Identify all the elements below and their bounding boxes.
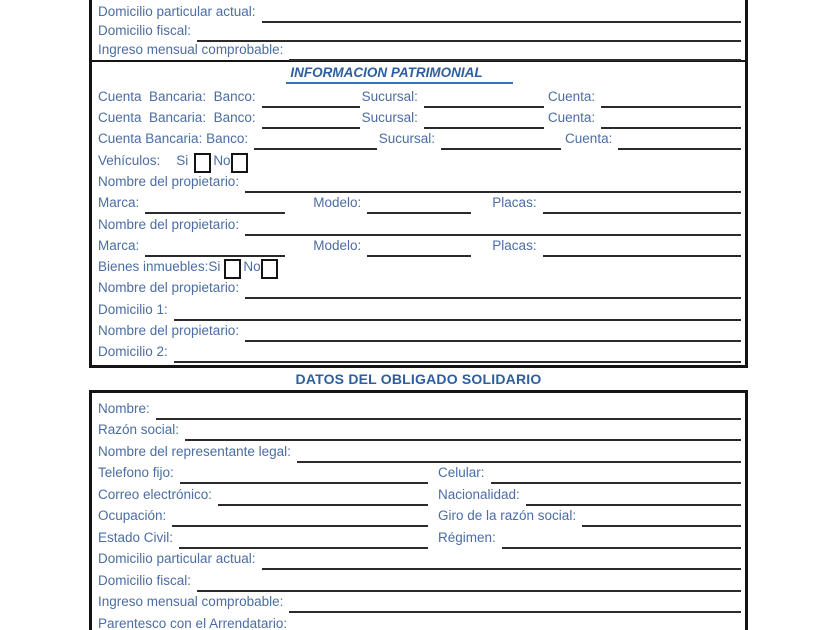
nombre-propietario-field[interactable] xyxy=(245,340,741,342)
form-row xyxy=(98,524,741,546)
ingreso-mensual-label: Ingreso mensual comprobable: xyxy=(98,42,284,57)
domicilio-1-field[interactable] xyxy=(174,319,741,321)
cuenta-bancaria-banco-label: Cuenta Bancaria: Banco: xyxy=(98,110,256,126)
domicilio-fiscal-label: Domicilio fiscal: xyxy=(98,23,192,38)
cuenta-label: Cuenta: xyxy=(547,110,596,126)
cuenta-bancaria-banco-label: Cuenta Bancaria: Banco: xyxy=(98,131,249,147)
form-row xyxy=(98,211,741,232)
bienes-inmuebles-row xyxy=(98,254,741,275)
form-row xyxy=(98,460,741,482)
marca-label: Marca: xyxy=(98,237,140,253)
razon-social-label: Razón social: xyxy=(98,422,180,437)
giro-razon-social-field[interactable] xyxy=(582,525,741,527)
nacionalidad-field[interactable] xyxy=(526,504,741,506)
domicilio-1-label: Domicilio 1: xyxy=(98,301,168,317)
regimen-field[interactable] xyxy=(502,547,741,549)
cuenta-bancaria-banco-label: Cuenta Bancaria: Banco: xyxy=(98,88,256,104)
celular-field[interactable] xyxy=(491,482,741,484)
telefono-fijo-field[interactable] xyxy=(180,482,428,484)
patrimonial-section-box xyxy=(89,0,748,368)
regimen-label: Régimen: xyxy=(438,529,496,545)
nombre-propietario-label: Nombre del propietario: xyxy=(98,173,240,189)
vehiculos-row xyxy=(98,147,741,168)
giro-razon-social-label: Giro de la razón social: xyxy=(438,508,577,523)
sucursal-label: Sucursal: xyxy=(361,110,418,126)
vehiculos-no-checkbox[interactable] xyxy=(231,153,248,173)
placas-field[interactable] xyxy=(543,255,741,257)
placas-label: Placas: xyxy=(492,195,537,211)
modelo-label: Modelo: xyxy=(313,195,362,211)
cuenta-field[interactable] xyxy=(618,148,741,150)
patrimonial-title-row xyxy=(98,62,741,84)
bienes-inmuebles-si-label: Bienes inmuebles:Si xyxy=(98,259,221,275)
nombre-field[interactable] xyxy=(156,418,741,420)
bank-account-row xyxy=(98,126,741,147)
nombre-propietario-label: Nombre del propietario: xyxy=(98,280,240,296)
banco-field[interactable] xyxy=(262,106,360,108)
domicilio-2-label: Domicilio 2: xyxy=(98,344,168,360)
cuenta-label: Cuenta: xyxy=(547,88,596,104)
form-row xyxy=(98,318,741,339)
form-row xyxy=(98,417,741,439)
obligado-solidario-section-title: DATOS DEL OBLIGADO SOLIDARIO xyxy=(295,371,542,387)
form-row xyxy=(98,438,741,460)
bienes-si-checkbox[interactable] xyxy=(224,259,241,279)
nombre-propietario-field[interactable] xyxy=(245,191,741,193)
form-row xyxy=(98,589,741,611)
estado-civil-field[interactable] xyxy=(179,547,428,549)
domicilio-particular-label: Domicilio particular actual: xyxy=(98,551,256,566)
vehicle-detail-row xyxy=(98,233,741,254)
ingreso-mensual-field[interactable] xyxy=(289,59,741,61)
banco-field[interactable] xyxy=(262,127,360,129)
form-row xyxy=(98,503,741,525)
form-row xyxy=(98,546,741,568)
domicilio-fiscal-field[interactable] xyxy=(197,590,741,592)
cuenta-field[interactable] xyxy=(601,127,741,129)
nombre-propietario-label: Nombre del propietario: xyxy=(98,323,240,339)
sucursal-label: Sucursal: xyxy=(361,88,418,104)
correo-electronico-label: Correo electrónico: xyxy=(98,486,213,502)
representante-legal-field[interactable] xyxy=(297,461,741,463)
no-label: No xyxy=(213,152,231,168)
nombre-propietario-field[interactable] xyxy=(245,297,741,299)
ocupacion-field[interactable] xyxy=(172,525,428,527)
form-row xyxy=(98,339,741,360)
cuenta-label: Cuenta: xyxy=(565,131,613,147)
correo-electronico-field[interactable] xyxy=(218,504,428,506)
form-row xyxy=(98,610,741,630)
modelo-field[interactable] xyxy=(367,212,471,214)
vehiculos-si-checkbox[interactable] xyxy=(194,153,211,173)
domicilio-fiscal-field[interactable] xyxy=(197,40,741,42)
domicilio-particular-label: Domicilio particular actual: xyxy=(98,4,256,19)
placas-label: Placas: xyxy=(492,237,537,253)
banco-field[interactable] xyxy=(254,148,377,150)
form-row xyxy=(98,395,741,417)
sucursal-field[interactable] xyxy=(424,127,544,129)
telefono-fijo-label: Telefono fijo: xyxy=(98,465,174,480)
domicilio-particular-field[interactable] xyxy=(262,568,741,570)
marca-label: Marca: xyxy=(98,195,140,211)
representante-legal-label: Nombre del representante legal: xyxy=(98,443,291,459)
marca-field[interactable] xyxy=(145,255,285,257)
ingreso-mensual-field[interactable] xyxy=(289,611,741,613)
ingreso-mensual-label: Ingreso mensual comprobable: xyxy=(98,594,284,609)
no-label: No xyxy=(243,259,261,275)
sucursal-label: Sucursal: xyxy=(378,131,436,147)
domicilio-fiscal-label: Domicilio fiscal: xyxy=(98,572,192,588)
patrimonial-section-title: INFORMACION PATRIMONIAL xyxy=(286,65,512,84)
marca-field[interactable] xyxy=(145,212,285,214)
nombre-label: Nombre: xyxy=(98,400,150,416)
form-row xyxy=(98,1,741,20)
razon-social-field[interactable] xyxy=(185,439,741,441)
ocupacion-label: Ocupación: xyxy=(98,508,167,523)
form-row xyxy=(98,481,741,503)
parentesco-arrendatario-label: Parentesco con el Arrendatario: xyxy=(98,615,288,630)
form-row xyxy=(98,275,741,296)
form-row xyxy=(98,296,741,317)
cuenta-field[interactable] xyxy=(601,106,741,108)
bienes-no-checkbox[interactable] xyxy=(261,259,278,279)
obligado-solidario-section-box xyxy=(89,390,748,630)
sucursal-field[interactable] xyxy=(441,148,561,150)
nombre-propietario-field[interactable] xyxy=(245,234,741,236)
vehiculos-label: Vehículos: xyxy=(98,152,161,168)
bank-account-row xyxy=(98,105,741,126)
form-row xyxy=(98,567,741,589)
nombre-propietario-label: Nombre del propietario: xyxy=(98,216,240,232)
si-label: Si xyxy=(176,152,189,168)
modelo-field[interactable] xyxy=(367,255,471,257)
estado-civil-label: Estado Civil: xyxy=(98,529,174,545)
placas-field[interactable] xyxy=(543,212,741,214)
bank-account-row xyxy=(98,84,741,105)
sucursal-field[interactable] xyxy=(424,106,544,108)
domicilio-particular-field[interactable] xyxy=(262,21,741,23)
modelo-label: Modelo: xyxy=(313,237,362,253)
domicilio-2-field[interactable] xyxy=(174,361,741,363)
celular-label: Celular: xyxy=(438,465,485,480)
nacionalidad-label: Nacionalidad: xyxy=(438,486,520,502)
vehicle-detail-row xyxy=(98,190,741,211)
